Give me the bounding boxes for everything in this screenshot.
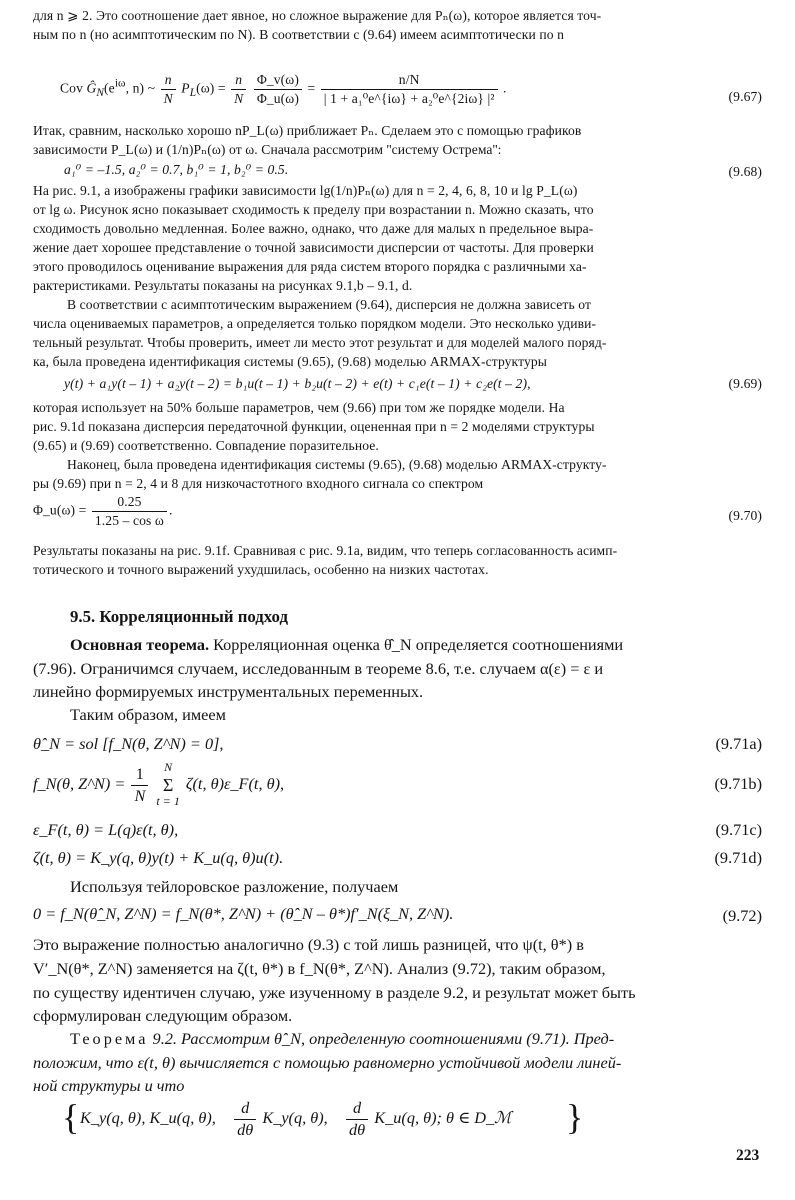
text-line: тотического и точного выражений ухудшилась, особенно на низких частотах.	[33, 562, 489, 577]
text-line: (7.96). Ограничимся случаем, исследованным в теореме 8.6, т.е. случаем α(ε) = ε и	[33, 659, 604, 678]
equation-9-69: y(t) + a₁y(t – 1) + a₂y(t – 2) = b₁u(t – 1) + b₂u(t – 2) + e(t) + c₁e(t – 1) + c₂e(t – 2),	[64, 376, 531, 391]
text-line: Результаты показаны на рис. 9.1f. Сравнивая с рис. 9.1a, видим, что теперь согласованность асимп-	[33, 543, 618, 558]
equation-9-71b: f_N(θ, Z^N) = $\frac{1}{N}$ N Σ t = 1 ζ(t, θ)ε_F(t, θ),	[33, 760, 285, 809]
equation-number: (9.68)	[728, 164, 762, 179]
text-line: жение дает хорошее представление о точной зависимости дисперсии от частоты. Для проверки	[33, 240, 594, 255]
text-line: ры (9.69) при n = 2, 4 и 8 для низкочастотного входного сигнала со спектром	[33, 476, 484, 491]
right-brace: }	[566, 1097, 584, 1137]
text-line: сходимость довольно медленная. Более важно, однако, что даже для малых n предельное выра-	[33, 221, 594, 236]
equation-number: (9.71d)	[714, 848, 762, 867]
section-heading: 9.5. Корреляционный подход	[70, 607, 288, 626]
text-line: тельный результат. Чтобы проверить, имеет ли место этот результат и для моделей малого поряд-	[33, 335, 607, 350]
text-line: линейно формируемых инструментальных переменных.	[33, 682, 424, 701]
text-line: ка, была проведена идентификация системы (9.65), (9.68) моделью ARMAX-структуры	[33, 354, 547, 369]
equation-number: (9.69)	[728, 376, 762, 391]
equation-number: (9.72)	[722, 906, 762, 925]
text-line: V′_N(θ*, Z^N) заменяется на ζ(t, θ*) в f_N(θ*, Z^N). Анализ (9.72), таким образом,	[33, 959, 606, 978]
text-line: Теорема 9.2. Рассмотрим θ̂_N, определенную соотношениями (9.71). Пред-	[70, 1029, 615, 1048]
text-line: для n ⩾ 2. Это соотношение дает явное, но сложное выражение для Pₙ(ω), которое является точ-	[33, 8, 602, 23]
equation-number: (9.71b)	[714, 774, 762, 793]
text-line: В соответствии с асимптотическим выражением (9.64), дисперсия не должна зависеть от	[67, 297, 592, 312]
equation-9-70: Φ_u(ω) = $\frac{0.25}{\text{1.25 – cos ω}}$ .	[33, 494, 173, 528]
equation-set: K_y(q, θ), K_u(q, θ), $\frac{d}{d\theta}$ K_y(q, θ), $\frac{d}{d\theta}$ K_u(q, θ); θ ∈ D_ℳ	[80, 1098, 512, 1139]
text-line: Основная теорема. Корреляционная оценка θ̂_N определяется соотношениями	[70, 635, 624, 654]
equation-9-71c: ε_F(t, θ) = L(q)ε(t, θ),	[33, 820, 179, 839]
text-line: Итак, сравним, насколько хорошо nP_L(ω) приближает Pₙ. Сделаем это с помощью графиков	[33, 123, 582, 138]
equation-number: (9.71a)	[715, 734, 762, 753]
text-line: которая использует на 50% больше параметров, чем (9.66) при том же порядке модели. На	[33, 400, 565, 415]
text-line: числа оцениваемых параметров, а определяется только порядком модели. Это несколько удиви-	[33, 316, 597, 331]
text-line: зависимости P_L(ω) и (1/n)Pₙ(ω) от ω. Сначала рассмотрим ''систему Острема'':	[33, 142, 502, 157]
text-line: рактеристиками. Результаты показаны на рисунках 9.1,b – 9.1, d.	[33, 278, 413, 293]
equation-9-71d: ζ(t, θ) = K_y(q, θ)y(t) + K_u(q, θ)u(t).	[33, 848, 284, 867]
text-line: положим, что ε(t, θ) вычисляется с помощью равномерно устойчивой модели линей-	[33, 1053, 622, 1072]
equation-9-68: a₁⁰ = –1.5, a₂⁰ = 0.7, b₁⁰ = 1, b₂⁰ = 0.5.	[64, 162, 289, 177]
equation-number: (9.67)	[728, 89, 762, 104]
text-line: Это выражение полностью аналогично (9.3) с той лишь разницей, что ψ(t, θ*) в	[33, 935, 584, 954]
text-line: Используя тейлоровское разложение, получаем	[70, 877, 399, 896]
text-line: Таким образом, имеем	[70, 705, 226, 724]
text-line: сформулирован следующим образом.	[33, 1006, 293, 1025]
equation-number: (9.71c)	[715, 820, 762, 839]
equation-9-71a: θ̂_N = sol [f_N(θ, Z^N) = 0],	[33, 734, 224, 753]
equation-9-67: Cov $Ĝ_N(e^{i\omega}$, n) ~ $\frac{n}{N}$ $P_L(\omega)$ = $\frac{n}{N}$ $\frac{\Phi\_v(\omega)}{\Phi\_u(\omega)}$ = $\frac{n/N}{\text{| 1 + a₁⁰e\textasciicircum{}\{iω\} + a₂⁰e\textasciicircum{}\{2iω\} |²}}$ .	[60, 72, 507, 106]
text-line: Наконец, была проведена идентификация системы (9.65), (9.68) моделью ARMAX-структу-	[67, 457, 607, 472]
text-line: На рис. 9.1, а изображены графики зависимости lg(1/n)Pₙ(ω) для n = 2, 4, 6, 8, 10 и lg P_L(ω)	[33, 183, 578, 198]
text-line: ным по n (но асимптотическим по N). В соответствии с (9.64) имеем асимптотически по n	[33, 27, 565, 42]
equation-9-72: 0 = f_N(θ̂_N, Z^N) = f_N(θ*, Z^N) + (θ̂_N – θ*)f′_N(ξ_N, Z^N).	[33, 904, 454, 923]
left-brace: {	[62, 1097, 80, 1137]
page-number: 223	[736, 1147, 760, 1164]
text-line: рис. 9.1d показана дисперсия передаточной функции, оцененная при n = 2 моделями структуры	[33, 419, 595, 434]
text-line: по существу идентичен случаю, уже изученному в разделе 9.2, и результат может быть	[33, 983, 636, 1002]
text-line: этого проводилось оценивание выражения для ряда систем второго порядка с различными ха-	[33, 259, 587, 274]
text-line: ной структуры и что	[33, 1076, 185, 1095]
text-line: от lg ω. Рисунок ясно показывает сходимость к пределу при возрастании n. Можно сказать, что	[33, 202, 594, 217]
equation-number: (9.70)	[728, 508, 762, 523]
text-line: (9.65) и (9.69) соответственно. Совпадение поразительное.	[33, 438, 379, 453]
